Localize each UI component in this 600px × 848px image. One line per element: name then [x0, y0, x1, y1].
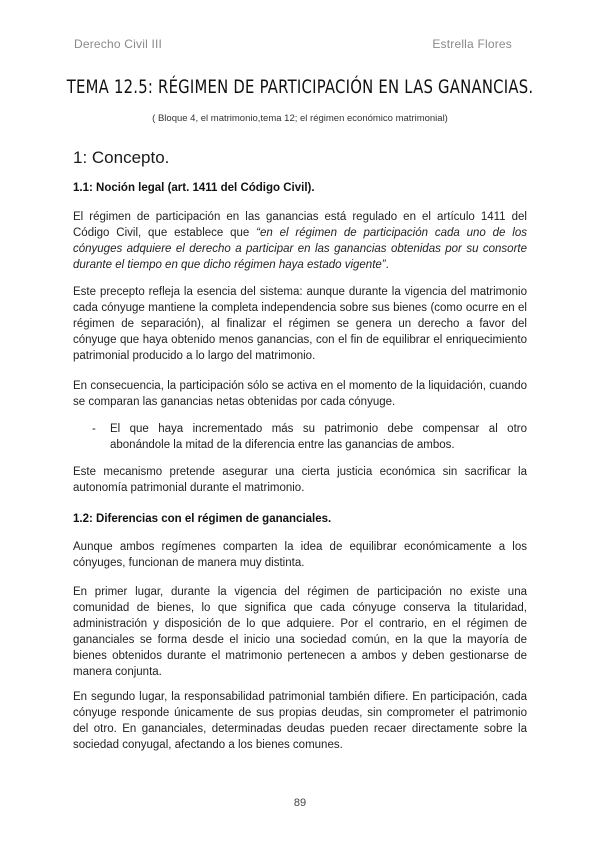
paragraph-esencia-sistema: Este precepto refleja la esencia del sistema: aunque durante la vigencia del matrimonio cada cónyuge mantiene la completa independencia sobre sus bienes (como ocurre en el régimen de separación), al finalizar el régimen se genera un derecho a favor del cónyuge que haya obtenido menos ganancias, con el fin de equilibrar el enriquecimiento patrimonial producido a lo largo del matrimonio. — [73, 286, 527, 362]
paragraph-primer-lugar: En primer lugar, durante la vigencia del régimen de participación no existe una comunidad de bienes, lo que significa que cada cónyuge conserva la titularidad, administración y disposición de lo que adquiere. Por el contrario, en el régimen de gananciales se forma desde el inicio una sociedad común, en la que la mayoría de bienes obtenidos durante el matrimonio pertenecen a ambos y deben gestionarse de manera conjunta. — [73, 586, 527, 678]
page-header — [74, 37, 512, 51]
paragraph-nocion-legal-intro: El régimen de participación en las ganancias está regulado en el artículo 1411 del Código Civil, que establece que — [73, 211, 527, 239]
bullet-item-compensacion — [92, 421, 527, 453]
paragraph-consecuencia: En consecuencia, la participación sólo se activa en el momento de la liquidación, cuando se comparan las ganancias netas obtenidas por cada cónyuge. — [73, 380, 527, 408]
paragraph-nocion-legal-end: . — [385, 259, 389, 271]
paragraph-nocion-legal — [73, 209, 527, 273]
paragraph-mecanismo: Este mecanismo pretende asegurar una cierta justicia económica sin sacrificar la autonomía patrimonial durante el matrimonio. — [73, 466, 527, 494]
header-course: Derecho Civil III — [74, 37, 163, 51]
section-heading-concepto: 1: Concepto. — [73, 148, 170, 167]
bullet-dash: - — [92, 423, 96, 435]
legal-quote: “en el régimen de participación cada uno de los cónyuges adquiere el derecho a participar en las ganancias obtenidas por su consorte durante el tiempo en que dicho régimen haya estado vigente” — [73, 227, 527, 271]
subsection-heading-nocion-legal: 1.1: Noción legal (art. 1411 del Código Civil). — [73, 182, 315, 194]
subsection-heading-diferencias: 1.2: Diferencias con el régimen de gananciales. — [73, 513, 332, 525]
document-subtitle: ( Bloque 4, el matrimonio,tema 12; el régimen económico matrimonial) — [152, 113, 448, 124]
page-number: 89 — [293, 797, 307, 809]
paragraph-diferencias-intro: Aunque ambos regímenes comparten la idea de equilibrar económicamente a los cónyuges, funcionan de manera muy distinta. — [73, 541, 527, 569]
bullet-text: El que haya incrementado más su patrimonio debe compensar al otro abonándole la mitad de la diferencia entre las ganancias de ambos. — [110, 423, 527, 451]
paragraph-segundo-lugar: En segundo lugar, la responsabilidad patrimonial también difiere. En participación, cada cónyuge responde únicamente de sus propias deudas, sin comprometer el patrimonio del otro. En gananciales, determinadas deudas pueden recaer directamente sobre la sociedad conyugal, afectando a los bienes comunes. — [73, 691, 527, 751]
document-title: TEMA 12.5: RÉGIMEN DE PARTICIPACIÓN EN LAS GANANCIAS. — [66, 76, 534, 98]
header-author: Estrella Flores — [432, 37, 512, 51]
